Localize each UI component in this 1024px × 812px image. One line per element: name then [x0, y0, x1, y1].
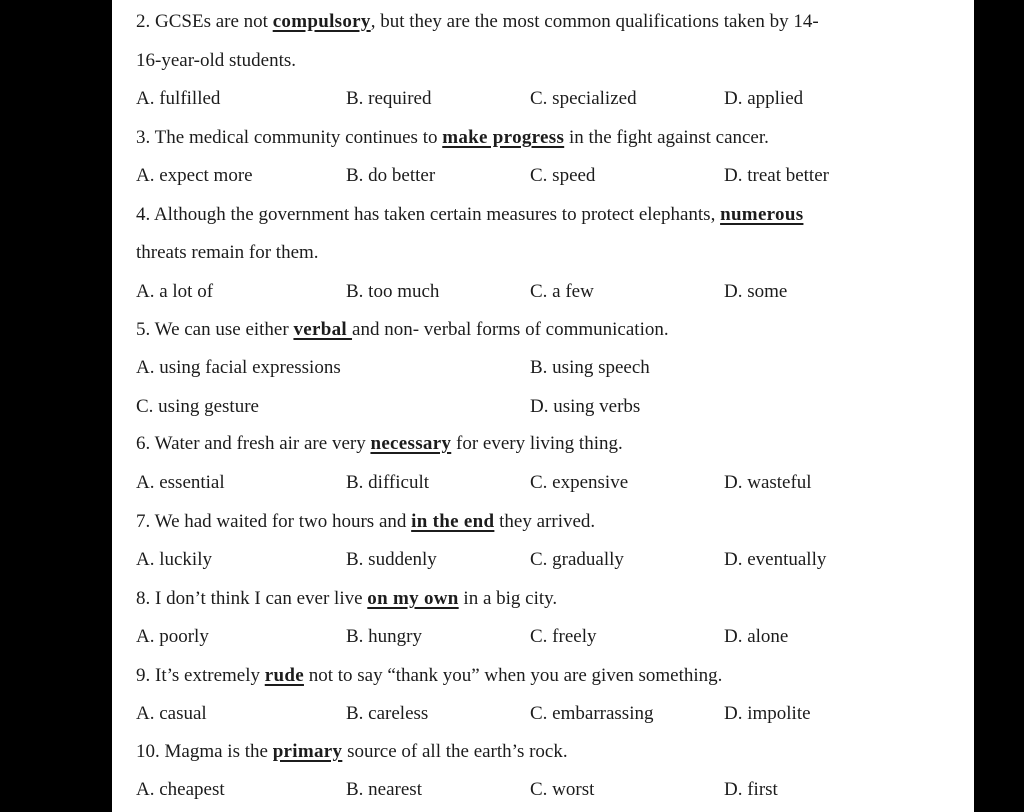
question-text: they arrived. [494, 511, 596, 532]
question-text: 5. We can use either [136, 319, 294, 340]
question-text: 3. The medical community continues to [136, 127, 443, 148]
option-d[interactable]: D. wasteful [724, 472, 812, 493]
question-text: in a big city. [458, 588, 558, 609]
option-b[interactable]: B. difficult [346, 472, 430, 493]
option-b[interactable]: B. required [346, 88, 432, 109]
question-text: 2. GCSEs are not [136, 11, 273, 32]
question-3-line-1 [136, 126, 936, 150]
option-c[interactable]: C. freely [530, 626, 597, 647]
question-text: and non- verbal forms of communication. [352, 319, 669, 340]
option-c[interactable]: C. worst [530, 779, 595, 800]
option-d[interactable]: D. applied [724, 88, 804, 109]
question-text: 10. Magma is the [136, 741, 273, 762]
option-d[interactable]: D. alone [724, 626, 789, 647]
option-b[interactable]: B. using speech [530, 357, 650, 378]
keyword-underlined: on my own [367, 588, 459, 609]
question-text: source of all the earth’s rock. [342, 741, 568, 762]
option-b[interactable]: B. hungry [346, 626, 422, 647]
option-a[interactable]: A. using facial expressions [136, 357, 341, 378]
question-2-line-1 [136, 10, 936, 34]
option-b[interactable]: B. do better [346, 165, 436, 186]
option-d[interactable]: D. eventually [724, 549, 827, 570]
option-a[interactable]: A. poorly [136, 626, 209, 647]
option-d[interactable]: D. impolite [724, 703, 811, 724]
question-text: not to say “thank you” when you are given something. [303, 665, 723, 686]
question-10-line-1 [136, 740, 936, 764]
option-b[interactable]: B. suddenly [346, 549, 437, 570]
keyword-underlined: compulsory [272, 11, 371, 32]
keyword-underlined: in the end [411, 511, 495, 532]
question-7-line-1 [136, 510, 936, 534]
option-a[interactable]: A. a lot of [136, 281, 214, 302]
question-8-line-1 [136, 587, 936, 611]
option-a[interactable]: A. essential [136, 472, 225, 493]
option-c[interactable]: C. using gesture [136, 396, 259, 417]
option-c[interactable]: C. gradually [530, 549, 624, 570]
option-d[interactable]: D. using verbs [530, 396, 641, 417]
option-a[interactable]: A. luckily [136, 549, 212, 570]
option-c[interactable]: C. speed [530, 165, 596, 186]
question-4-line-1 [136, 203, 936, 227]
question-text: 6. Water and fresh air are very [136, 433, 371, 454]
option-a[interactable]: A. cheapest [136, 779, 225, 800]
option-a[interactable]: A. expect more [136, 165, 253, 186]
question-text: in the fight against cancer. [564, 127, 769, 148]
option-d[interactable]: D. treat better [724, 165, 829, 186]
option-d[interactable]: D. some [724, 281, 788, 302]
question-text: for every living thing. [451, 433, 623, 454]
option-b[interactable]: B. nearest [346, 779, 422, 800]
option-c[interactable]: C. a few [530, 281, 594, 302]
option-a[interactable]: A. fulfilled [136, 88, 221, 109]
keyword-underlined: necessary [370, 433, 452, 454]
option-c[interactable]: C. expensive [530, 472, 629, 493]
keyword-underlined: primary [272, 741, 343, 762]
keyword-underlined: numerous [720, 204, 804, 225]
option-d[interactable]: D. first [724, 779, 778, 800]
question-9-line-1 [136, 664, 936, 688]
keyword-underlined: rude [264, 665, 304, 686]
option-c[interactable]: C. specialized [530, 88, 637, 109]
question-4-line-2: threats remain for them. [136, 242, 319, 263]
question-5-line-1 [136, 318, 936, 342]
question-text: 4. Although the government has taken certain measures to protect elephants, [136, 204, 721, 225]
option-b[interactable]: B. too much [346, 281, 440, 302]
option-a[interactable]: A. casual [136, 703, 207, 724]
question-text: 9. It’s extremely [136, 665, 265, 686]
option-b[interactable]: B. careless [346, 703, 429, 724]
question-text: 7. We had waited for two hours and [136, 511, 412, 532]
question-text: , but they are the most common qualifications taken by 14- [370, 11, 819, 32]
keyword-underlined: verbal [293, 319, 353, 340]
question-text: 8. I don’t think I can ever live [136, 588, 368, 609]
keyword-underlined: make progress [442, 127, 565, 148]
question-6-line-1 [136, 432, 936, 456]
question-2-line-2: 16-year-old students. [136, 50, 297, 71]
option-c[interactable]: C. embarrassing [530, 703, 654, 724]
